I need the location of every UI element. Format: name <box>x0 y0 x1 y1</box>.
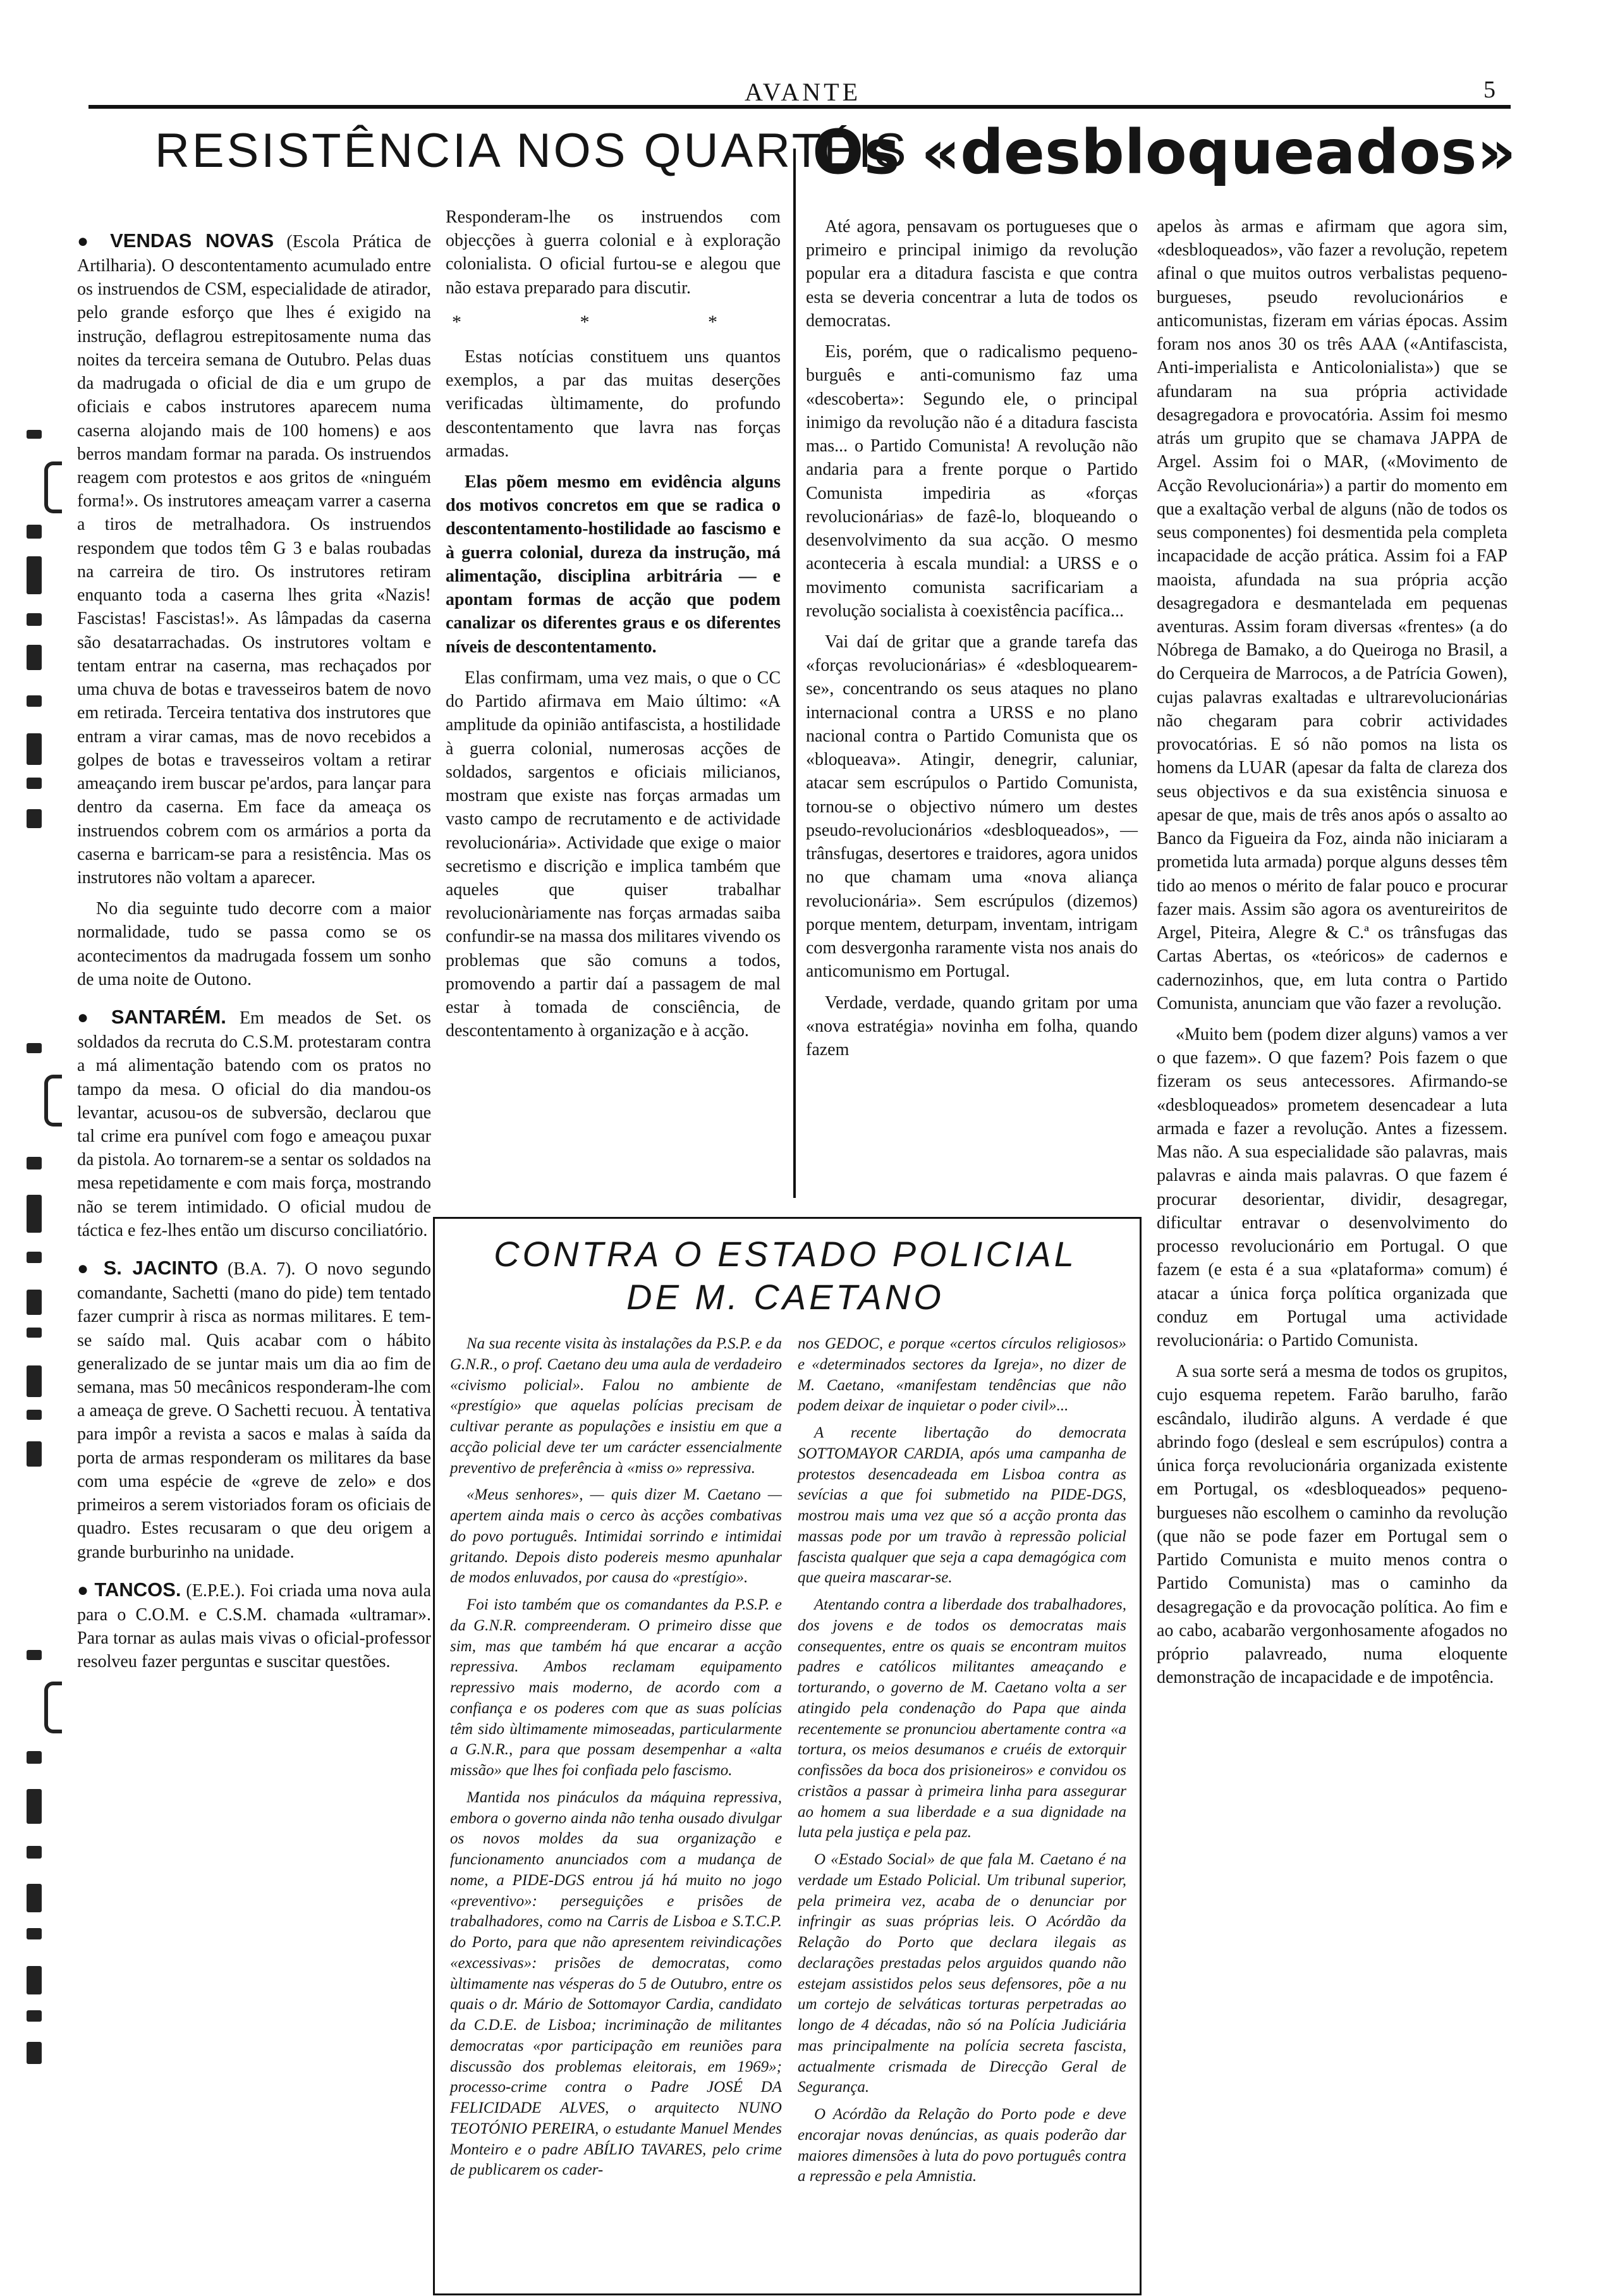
resistencia-col2-paragraph-1: Responderam-lhe os instruendos com objecções à guerra colonial e à exploração colonialista. O oficial furtou-se e alegou que não estava preparado para discutir. <box>446 207 781 298</box>
santarem-label: SANTARÉM. <box>111 1006 226 1029</box>
estado-policial-c1-paragraph-2: «Meus senhores», — quis dizer M. Caetano — apertem ainda mais o cerco às acções combativas do povo português. Intimidai sorrindo e intimidai gritando. Depois disto podereis mesmo apunhalar de modos enluvados, por causa do «prestígio». <box>450 1486 782 1587</box>
estado-policial-c2-paragraph-2: A recente libertação do democrata SOTTOMAYOR CARDIA, após uma campanha de protestos desencadeada em Lisboa contra as sevícias a que foi submetido na PIDE-DGS, mostrou mais uma vez que só a acção pronta das massas pode por um travão à repressão policial fascista qualquer que seja a capa demagógica com que queira mascarar-se. <box>798 1424 1126 1587</box>
resistencia-column-1 <box>77 215 431 1681</box>
newspaper-name: AVANTE <box>744 78 862 106</box>
desbloqueados-column-1 <box>806 215 1138 1069</box>
column-divider <box>793 149 796 1198</box>
desbloqueados-c2-paragraph-1: apelos às armas e afirmam que agora sim, «desbloqueados», vão fazer a revolução, repetem afinal o que muitos outros verbalistas pequeno-burgueses, pseudo revolucionários e anticomunistas, fizeram em várias épocas. Assim foram nos anos 30 os três AAA («Antifascista, Anti-imperialista e Anticolonialista») que se afundaram na sua própria actividade desagregadora e provocatória. Assim foi mesmo atrás um grupito que se chamava JAPPA de Argel. Assim foi o MAR, («Movimento de Acção Revolucionária») a partir do momento em que a exaltação verbal de alguns (não de todos os seus componentes) foi desmentida pela completa incapacidade de acção prática. Assim foi a FAP maoista, afundada na sua própria acção desagregadora e desmantelada em pequenas aventuras. Assim foram diversas «frentes» (a do Nóbrega de Bamako, a do Queiroga no Brasil, a do Cerqueira de Marrocos, a de Patrícia Gowen), cujas palavras exaltadas e ultrarevolucionárias não chegaram para cobrir actividades provocatórias. E só não pomos na lista os homens da LUAR (apesar da falta de clareza dos seus objectivos e da sua existência sinuosa e apesar de que, mais de três anos após o assalto ao Banco da Figueira da Foz, ainda não iniciaram a prometida luta armada) porque alguns desses têm tido ao menos o mérito de falar pouco e procurar fazer mais. Assim são agora os aventureiritos de Argel, Piteira, Alegre & C.ª os trânsfugas das Cartas Abertas, os «teóricos» de cadernos e cadernozinhos, que, em luta contra o Partido Comunista, anunciam que vão fazer a revolução. <box>1157 217 1508 1013</box>
margin-marks <box>11 379 68 2149</box>
vendas-novas-paragraph-2: No dia seguinte tudo decorre com a maior normalidade, tudo se passa como se os acontecimentos da madrugada fossem um sonho de uma noite de Outono. <box>77 899 431 989</box>
header-rule <box>88 105 1511 109</box>
estado-policial-headline <box>436 1233 1135 1319</box>
desbloqueados-c1-paragraph-3: Vai daí de gritar que a grande tarefa das «forças revolucionárias» é «desbloquearem-se», concentrando os seus ataques no plano internacional contra a URSS e no plano nacional contra o Partido Comunista que os «bloqueava». Atingir, denegrir, caluniar, atacar sem escrúpulos o Partido Comunista, tornou-se o objectivo número um destes pseudo-revolucionários «desbloqueados», — trânsfugas, desertores e traidores, agora unidos no que chamam uma «nova aliança revolucionária». Sem escrúpulos (dizemos) porque mentem, deturpam, inventam, intrigam com desvergonha raramente vista nos anais do anticomunismo em Portugal. <box>806 632 1138 982</box>
estado-policial-headline-line-1: CONTRA O ESTADO POLICIAL <box>494 1234 1077 1274</box>
estado-policial-c1-paragraph-4: Mantida nos pináculos da máquina repressiva, embora o governo ainda não tenha ousado divulgar os novos moldes da sua organização e funcionamento anunciados com a mudança de nome, a PIDE-DGS entrou já há muito no jogo «preventivo»: perseguições e prisões de trabalhadores, como na Carris de Lisboa e S.T.C.P. do Porto, para que não apresentem reivindicações «excessivas»: prisões de democratas, como ùltimamente nas vésperas do 5 de Outubro, entre os quais o dr. Mário de Sottomayor Cardia, candidato da C.D.E. de Lisboa; incriminação de militantes democratas «por participação em reuniões para discussão dos problemas eleitorais, em 1969»; processo-crime contra o Padre JOSÉ DA FELICIDADE ALVES, o arquitecto NUNO TEOTÓNIO PEREIRA, o estudante Manuel Mendes Monteiro e o padre ABÍLIO TAVARES, pelo crime de publicarem os cader- <box>450 1788 782 2179</box>
desbloqueados-column-2 <box>1157 215 1508 1697</box>
estado-policial-column-2 <box>798 1334 1126 2194</box>
vendas-novas-paragraph: ● VENDAS NOVAS (Escola Prática de Artilharia). O descontentamento acumulado entre os instruendos de CSM, especialidade de atirador, pelo grande esforço que lhes é exigido na instrução, deflagrou estrepitosamente numa das noites da terceira semana de Outubro. Pelas duas da madrugada o oficial de dia e um grupo de oficiais e cabos instrutores aparecem numa caserna alojando mais de 100 homens) e aos berros mandam formar na parada. Os instruendos reagem com protestos e aos gritos de «ninguém forma!». Os instrutores ameaçam varrer a caserna a tiros de metralhadora. Os instruendos respondem que todos têm G 3 e balas roubadas na carreira de tiro. Os instrutores retiram enquanto toda a caserna lhes grita «Nazis! Fascistas! Fascistas!». As lâmpadas da caserna são desatarrachadas. Os instrutores voltam e tentam entrar na caserna, mas rechaçados por uma chuva de botas e travesseiros batem de novo em retirada. Terceira tentativa dos instrutores que entram a virar camas, mas de novo recebidos a golpes de botas e travesseiros voltam a retirar ameaçando irem buscar pe'ardos, para lançar para dentro da caserna. Em face da ameaça os instruendos cobrem com os armários a porta da caserna e barricam-se para a resistência. Mas os instrutores não voltam a aparecer. <box>77 229 431 888</box>
estado-policial-c2-paragraph-5: O Acórdão da Relação do Porto pode e deve encorajar novas denúncias, as quais poderão dar maiores dimensões à luta do povo português contra a repressão e pela Amnistia. <box>798 2106 1126 2185</box>
estado-policial-c2-paragraph-3: Atentando contra a liberdade dos trabalhadores, dos jovens e de todos os democratas mais consequentes, entre os quais se encontram muitos padres e católicos militantes ameaçando e torturando, o governo de M. Caetano volta a ser atingido pela condenação do Papa que ainda recentemente se pronunciou abertamente contra «a tortura, os meios desumanos e cruéis de extorquir confissões da boca dos prisioneiros» e convidou os cristãos a passar à primeira linha para assegurar ao homem a sua liberdade e a sua dignidade na luta pela justiça e pela paz. <box>798 1596 1126 1841</box>
desbloqueados-c1-paragraph-2: Eis, porém, que o radicalismo pequeno-burguês e anti-comunismo faz uma «descoberta»: Segundo ele, o principal inimigo da revolução não é a ditadura fascista mas... o Partido Comunista! A revolução não andaria para a frente porque o Partido Comunista impediria as «forças revolucionárias» de fazê-lo, bloqueando o desenvolvimento da sua acção. O mesmo aconteceria à escala mundial: a URSS e o movimento comunista sacrificariam a revolução socialista à coexistência pacífica... <box>806 342 1138 621</box>
estado-policial-c1-paragraph-3: Foi isto também que os comandantes da P.S.P. e da G.N.R. compreenderam. O primeiro disse que sim, mas que também há que encarar a acção repressiva. Ambos reclamam equipamento repressivo mais moderno, de acordo com a confiança e os poderes com que as suas polícias têm sido ùltimamente mimoseadas, particularmente a G.N.R., para que possam desempenhar a «alta missão» que lhes foi confiada pelo fascismo. <box>450 1596 782 1779</box>
desbloqueados-c1-paragraph-1: Até agora, pensavam os portugueses que o primeiro e principal inimigo da revolução popular era a ditadura fascista e que contra esta se deveria concentrar a luta de todos os democratas. <box>806 217 1138 331</box>
desbloqueados-headline: Os «desbloqueados» <box>812 117 1516 188</box>
estado-policial-c2-paragraph-4: O «Estado Social» de que fala M. Caetano é na verdade um Estado Policial. Um tribunal superior, pela primeira vez, acaba de o denunciar por infringir as suas próprias leis. O Acórdão da Relação do Porto que declara ilegais as declarações prestadas pelos arguidos quando não estejam assistidos pelos seus defensores, põe a nu um cortejo de selváticas torturas perpetradas ao longo de 4 décadas, não só na Polícia Judiciária mas principalmente na polícia secreta fascista, actualmente crismada de Direcção Geral de Segurança. <box>798 1851 1126 2096</box>
santarem-paragraph: ● SANTARÉM. Em meados de Set. os soldados da recruta do C.S.M. protestaram contra a má alimentação batendo com os pratos no tampo da mesa. O oficial do dia mandou-os levantar, acusou-os de subversão, declarou que tal crime era punível com fogo e ameaçou puxar da pistola. Ao tornarem-se a sentar os soldados na mesa repetidamente e com mais força, mostrando não se terem intimidado. O oficial mudou de táctica e fez-lhes então um discurso conciliatório. <box>77 1006 431 1240</box>
sao-jacinto-label: S. JACINTO <box>103 1257 218 1279</box>
desbloqueados-c2-paragraph-3: A sua sorte será a mesma de todos os grupitos, cujo esquema repetem. Farão barulho, farão escândalo, iludirão alguns. A verdade é que abrindo fogo (desleal e sem escrúpulos) contra a única força revolucionária organizada existente em Portugal, os «desbloqueados» pequeno-burgueses não escolhem o caminho da revolução (que não se pode fazer em Portugal sem o Partido Comunista e muito menos contra o Partido Comunista) mas o caminho da desagregação e da provocação política. Ao fim e ao cabo, acabarão vergonhosamente afogados no próprio palavreado, numa eloquente demonstração de incapacidade e de impotência. <box>1157 1362 1508 1688</box>
running-header <box>101 68 1504 106</box>
estado-policial-column-1 <box>450 1334 782 2187</box>
tancos-label: TANCOS. <box>94 1578 181 1601</box>
vendas-novas-label: VENDAS NOVAS <box>110 229 274 252</box>
section-separator: * * * <box>452 311 774 333</box>
sao-jacinto-paragraph: ● S. JACINTO (B.A. 7). O novo segundo comandante, Sachetti (mano do pide) tem tentado fazer cumprir à risca as normas militares. E tem-se saído mal. Quis acabar com o hábito generalizado de se juntar mais um dia ao fim de semana, mas 50 mecânicos responderam-lhe com a ameaça de greve. O Sachetti recuou. À tentativa para impôr a revista a sacos e malas à saída da porta de armas responderam os militares da base com uma espécie de «greve de zelo» e dos primeiros a serem vistoriados foram os oficiais de quadro. Estes recusaram o que deu origem a grande burburinho na unidade. <box>77 1257 431 1562</box>
desbloqueados-c1-paragraph-4: Verdade, verdade, quando gritam por uma «nova estratégia» novinha em folha, quando fazem <box>806 992 1138 1059</box>
estado-policial-c2-paragraph-1: nos GEDOC, e porque «certos círculos religiosos» e «determinados sectores da Igreja», no dizer de M. Caetano, «manifestam tendências que não podem deixar de inquietar o poder civil»... <box>798 1335 1126 1415</box>
estado-policial-c1-paragraph-1: Na sua recente visita às instalações da P.S.P. e da G.N.R., o prof. Caetano deu uma aula de verdadeiro «civismo policial». Falou no ambiente de «prestígio» que aquelas polícias precisam de cultivar perante as populações e insistiu em que a acção policial deve ter um carácter essencialmente preventivo de preferência à «miss o» repressiva. <box>450 1335 782 1477</box>
page-number: 5 <box>1483 76 1495 103</box>
resistencia-column-2 <box>446 205 781 1051</box>
resistencia-col2-paragraph-4: Elas confirmam, uma vez mais, o que o CC do Partido afirmava em Maio último: «A amplitude da opinião antifascista, a hostilidade à guerra colonial, numerosas acções de soldados, sargentos e oficiais milicianos, mostram que existe nas forças armadas um vasto campo de recrutamento e de actividade revolucionária». Actividade que exige o maior secretismo e discrição e implica também que aqueles que quiser trabalhar revolucionàriamente nas forças armadas saiba confundir-se na massa dos militares vivendo os problemas que são comuns a todos, promovendo a partir daí a passagem de mal estar à tomada de consciência, de descontentamento à organização e à acção. <box>446 668 781 1041</box>
tancos-paragraph: ● TANCOS. (E.P.E.). Foi criada uma nova aula para o C.O.M. e C.S.M. chamada «ultramar». Para tornar as aulas mais vivas o oficial-professor resolveu fazer perguntas e suscitar questões. <box>77 1578 431 1672</box>
resistencia-col2-paragraph-3: Elas põem mesmo em evidência alguns dos motivos concretos em que se radica o descontentamento-hostilidade ao fascismo e à guerra colonial, dureza da instrução, má alimentação, disciplina arbitrária — e apontam formas de acção que podem canalizar os diferentes graus e os diferentes níveis de descontentamento. <box>446 472 781 657</box>
desbloqueados-c2-paragraph-2: «Muito bem (podem dizer alguns) vamos a ver o que fazem». O que fazem? Pois fazem o que fizeram os seus antecessores. Afirmando-se «desbloqueados» prometem desencadear a luta armada e fazer a revolução. Antes a fizessem. Mas não. A sua especialidade são palavras, mais palavras e ainda mais palavras. O que fazem é procurar desorientar, dividir, desagregar, dificultar entravar o desenvolvimento do processo revolucionário em Portugal. O que fazem (e esta é a sua «plataforma» comum) é atacar a única força política organizada que conduz em Portugal uma actividade revolucionária: o Partido Comunista. <box>1157 1024 1508 1351</box>
resistencia-col2-paragraph-2: Estas notícias constituem uns quantos exemplos, a par das muitas deserções verificadas ùltimamente, do profundo descontentamento que lavra nas forças armadas. <box>446 346 781 461</box>
resistencia-headline: RESISTÊNCIA NOS QUARTÉIS <box>155 124 909 178</box>
estado-policial-headline-line-2: DE M. CAETANO <box>626 1277 944 1317</box>
